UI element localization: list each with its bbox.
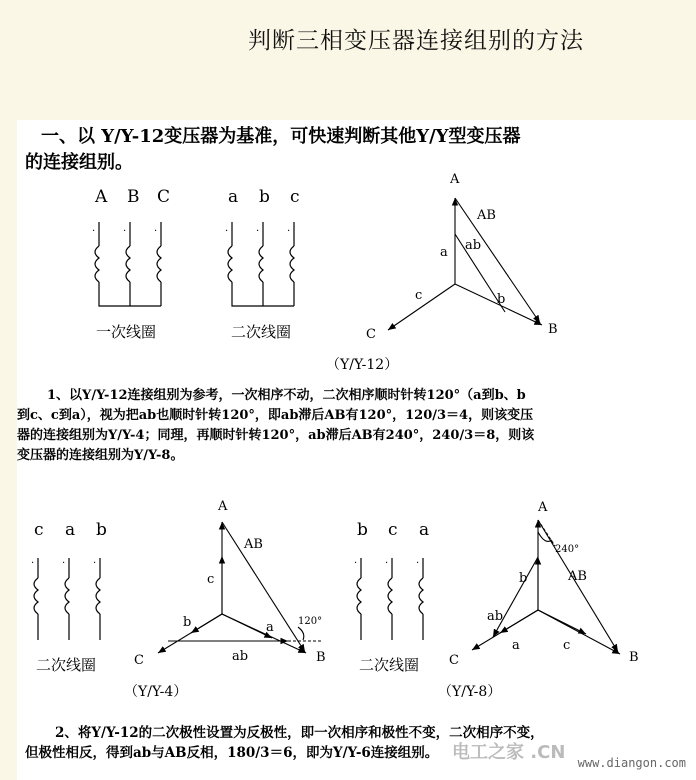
secondary-letter-b: b <box>259 187 270 207</box>
fig3-angle: 240° <box>555 544 580 555</box>
vector-diagram-yy8 <box>438 500 639 700</box>
paragraph-1-line-2: 到c、c到a），视为把ab也顺时针转120°，即ab滞后AB有120°，120/3＝4，则该变压 <box>17 408 534 423</box>
fig3-label-c: c <box>563 638 571 653</box>
fig2-label-A: A <box>218 499 228 514</box>
label-a: a <box>440 245 448 260</box>
svg-text:·: · <box>62 558 66 569</box>
svg-text:·: · <box>287 226 291 237</box>
svg-text:·: · <box>385 558 389 569</box>
heading-line-1: 一、以 Y/Y-12变压器为基准，可快速判断其他Y/Y型变压器 <box>41 126 521 147</box>
fig3-label-A: A <box>538 500 548 515</box>
fig2-label-b: b <box>183 615 192 630</box>
watermark-url: www.diangon.com <box>577 756 686 770</box>
fig3-coil-caption: 二次线圈 <box>359 656 420 674</box>
fig2-angle: 120° <box>298 616 323 627</box>
fig2-label-B: B <box>316 650 326 665</box>
label-b: b <box>497 292 506 307</box>
label-ab: ab <box>465 238 482 253</box>
watermark-logo: 电工之家 .CN <box>452 742 566 763</box>
vector-diagram-yy4 <box>124 499 326 700</box>
svg-text:·: · <box>354 558 358 569</box>
svg-text:·: · <box>256 226 260 237</box>
label-c: c <box>415 288 423 303</box>
fig3-label-AB: AB <box>568 569 587 584</box>
label-C: C <box>366 327 376 342</box>
secondary-letter-c: c <box>290 187 300 207</box>
svg-text:·: · <box>92 226 96 237</box>
paragraph-1 <box>17 386 677 466</box>
paragraph-1-line-1: 1、以Y/Y-12连接组别为参考，一次相序不动，二次相序顺时针转120°（a到b、b <box>47 388 526 403</box>
svg-text:·: · <box>416 558 420 569</box>
caption-yy12: （Y/Y-12） <box>326 357 399 373</box>
caption-yy4: （Y/Y-4） <box>124 684 188 700</box>
fig2-label-a: a <box>266 620 274 635</box>
primary-coils <box>92 187 170 341</box>
fig3-label-ab: ab <box>487 609 504 624</box>
primary-coil-caption: 一次线圈 <box>96 323 157 341</box>
secondary-letter-a: a <box>228 187 239 207</box>
fig2-label-ab: ab <box>232 649 249 664</box>
svg-text:·: · <box>123 226 127 237</box>
fig2-label-c: c <box>207 572 215 587</box>
primary-letter-A: A <box>95 187 108 207</box>
fig3-letter-2: c <box>388 520 398 540</box>
label-B: B <box>548 322 558 337</box>
fig3-letter-3: a <box>419 520 430 540</box>
svg-text:·: · <box>225 226 229 237</box>
paragraph-2-line-2: 但极性相反，得到ab与AB反相，180/3＝6，即为Y/Y-6连接组别。 <box>25 745 439 761</box>
paragraph-1-line-3: 器的连接组别为Y/Y-4；同理，再顺时针转120°，ab滞后AB有240°，240/3＝8，则该 <box>17 428 535 443</box>
heading-line-2: 的连接组别。 <box>25 152 133 173</box>
fig3-label-C: C <box>449 653 459 668</box>
fig2-letter-2: a <box>65 520 76 540</box>
paragraph-1-line-4: 变压器的连接组别为Y/Y-8。 <box>17 448 184 463</box>
fig2-label-AB: AB <box>244 537 263 552</box>
fig3-letter-1: b <box>357 520 368 540</box>
caption-yy8: （Y/Y-8） <box>438 684 502 700</box>
svg-text:·: · <box>154 226 158 237</box>
fig2-label-C: C <box>134 653 144 668</box>
label-A: A <box>450 172 460 187</box>
secondary-coils <box>225 187 300 341</box>
label-AB: AB <box>477 208 496 223</box>
page-title: 判断三相变压器连接组别的方法 <box>248 28 584 54</box>
fig3-label-b: b <box>519 571 528 586</box>
primary-letter-C: C <box>157 187 171 207</box>
fig2-letter-1: c <box>34 520 44 540</box>
paragraph-2-line-1: 2、将Y/Y-12的二次极性设置为反极性，即一次相序和极性不变，二次相序不变， <box>55 725 544 741</box>
svg-text:·: · <box>31 558 35 569</box>
primary-letter-B: B <box>127 187 140 207</box>
vector-diagram-yy12 <box>326 172 558 373</box>
fig3-coils <box>354 520 429 674</box>
fig2-letter-3: b <box>96 520 107 540</box>
secondary-coil-caption: 二次线圈 <box>231 323 292 341</box>
fig3-label-a: a <box>512 638 520 653</box>
svg-text:·: · <box>93 558 97 569</box>
fig2-coil-caption: 二次线圈 <box>36 656 97 674</box>
fig2-coils <box>31 520 107 674</box>
fig3-label-B: B <box>629 650 639 665</box>
